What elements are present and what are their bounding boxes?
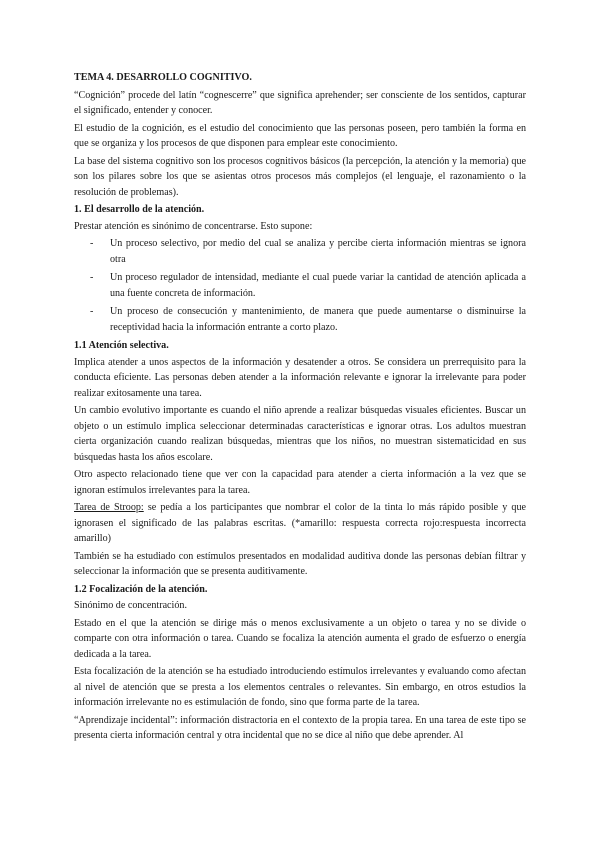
section-1-2-paragraph: “Aprendizaje incidental”: información distractoria en el contexto de la propia tarea. En una tarea de este tipo se presenta cierta información central y otra incidental que no se dice al niño que debe aprender. Al [74, 714, 526, 741]
list-item-text: Un proceso regulador de intensidad, mediante el cual puede variar la cantidad de atención aplicada a una fuente concreta de información. [110, 272, 526, 299]
section-1-lead: Prestar atención es sinónimo de concentrarse. Esto supone: [74, 220, 313, 232]
section-1-2-paragraph: Esta focalización de la atención se ha estudiado introduciendo estímulos irrelevantes y evaluando como afectan al nivel de atención que se presta a los elementos centrales o relevantes. Sin embargo, en otros estudios la información irrelevante no es estimulación de fondo, sino que forma parte de la tarea. [74, 666, 526, 708]
dash-marker: - [90, 272, 94, 283]
list-item-text: Un proceso selectivo, por medio del cual se analiza y percibe cierta información mientras se ignora otra [110, 238, 526, 265]
dash-marker: - [90, 238, 94, 249]
section-1-1-paragraph: Otro aspecto relacionado tiene que ver con la capacidad para atender a cierta información a la vez que se ignoran estímulos irrelevantes para la tarea. [74, 469, 526, 496]
document-page [74, 70, 526, 746]
intro-paragraph: “Cognición” procede del latín “cognescerre” que significa aprehender; ser consciente de los sentidos, capturar el significado, entender y conocer. [74, 89, 526, 116]
section-1-1-paragraph: También se ha estudiado con estímulos presentados en modalidad auditiva donde las personas debían filtrar y seleccionar la información que se presenta auditivamente. [74, 550, 526, 577]
intro-paragraph: El estudio de la cognición, es el estudio del conocimiento que las personas poseen, pero también la forma en que se organiza y los procesos de que disponen para emplear este conocimiento. [74, 122, 526, 149]
section-1-heading: 1. El desarrollo de la atención. [74, 204, 205, 215]
stroop-label: Tarea de Stroop: [74, 502, 144, 513]
document-title: TEMA 4. DESARROLLO COGNITIVO. [74, 72, 252, 83]
list-item [74, 270, 526, 301]
section-1-1-heading: 1.1 Atención selectiva. [74, 340, 169, 351]
list-item [74, 304, 526, 335]
section-1-1-paragraph: Implica atender a unos aspectos de la información y desatender a otros. Se considera un prerrequisito para la conducta eficiente. Las personas deben atender a la información relevante e ignorar la irrelevante para poder realizar exitosamente una tarea. [74, 356, 526, 399]
intro-paragraph: La base del sistema cognitivo son los procesos cognitivos básicos (la percepción, la atención y la memoria) que son los pilares sobre los que se asientas otros procesos más complejos (el lenguaje, el razonamiento o la resolución de problemas). [74, 155, 526, 198]
section-1-2-heading: 1.2 Focalización de la atención. [74, 583, 208, 595]
list-item-text: Un proceso de consecución y mantenimiento, de manera que puede aumentarse o disminuirse la receptividad hacia la información entrante a corto plazo. [110, 306, 526, 333]
section-1-1-paragraph: Un cambio evolutivo importante es cuando el niño aprende a realizar búsquedas visuales eficientes. Buscar un objeto o un estímulo implica seleccionar determinadas características e ignorar otras. Los adultos muestran cierta organización cuando realizan búsquedas, mientras que los niños, no muestran sistematicidad en sus búsquedas hasta los años escolare. [74, 405, 526, 463]
stroop-text: se pedía a los participantes que nombrar el color de la tinta lo más rápido posible y que ignorasen el significado de las palabras escritas. (*amarillo: respuesta correcta rojo:respuesta incorrecta amarillo) [74, 502, 526, 544]
section-1-2-paragraph: Estado en el que la atención se dirige más o menos exclusivamente a un objeto o tarea y no se divide o comparte con otra información o tarea. Cuando se focaliza la atención aumenta el grado de esfuerzo o energía dedicada a la tarea. [74, 617, 526, 660]
section-1-list [74, 236, 526, 335]
list-item [74, 236, 526, 267]
stroop-paragraph [74, 500, 526, 547]
dash-marker: - [90, 306, 94, 317]
section-1-2-paragraph: Sinónimo de concentración. [74, 600, 187, 611]
